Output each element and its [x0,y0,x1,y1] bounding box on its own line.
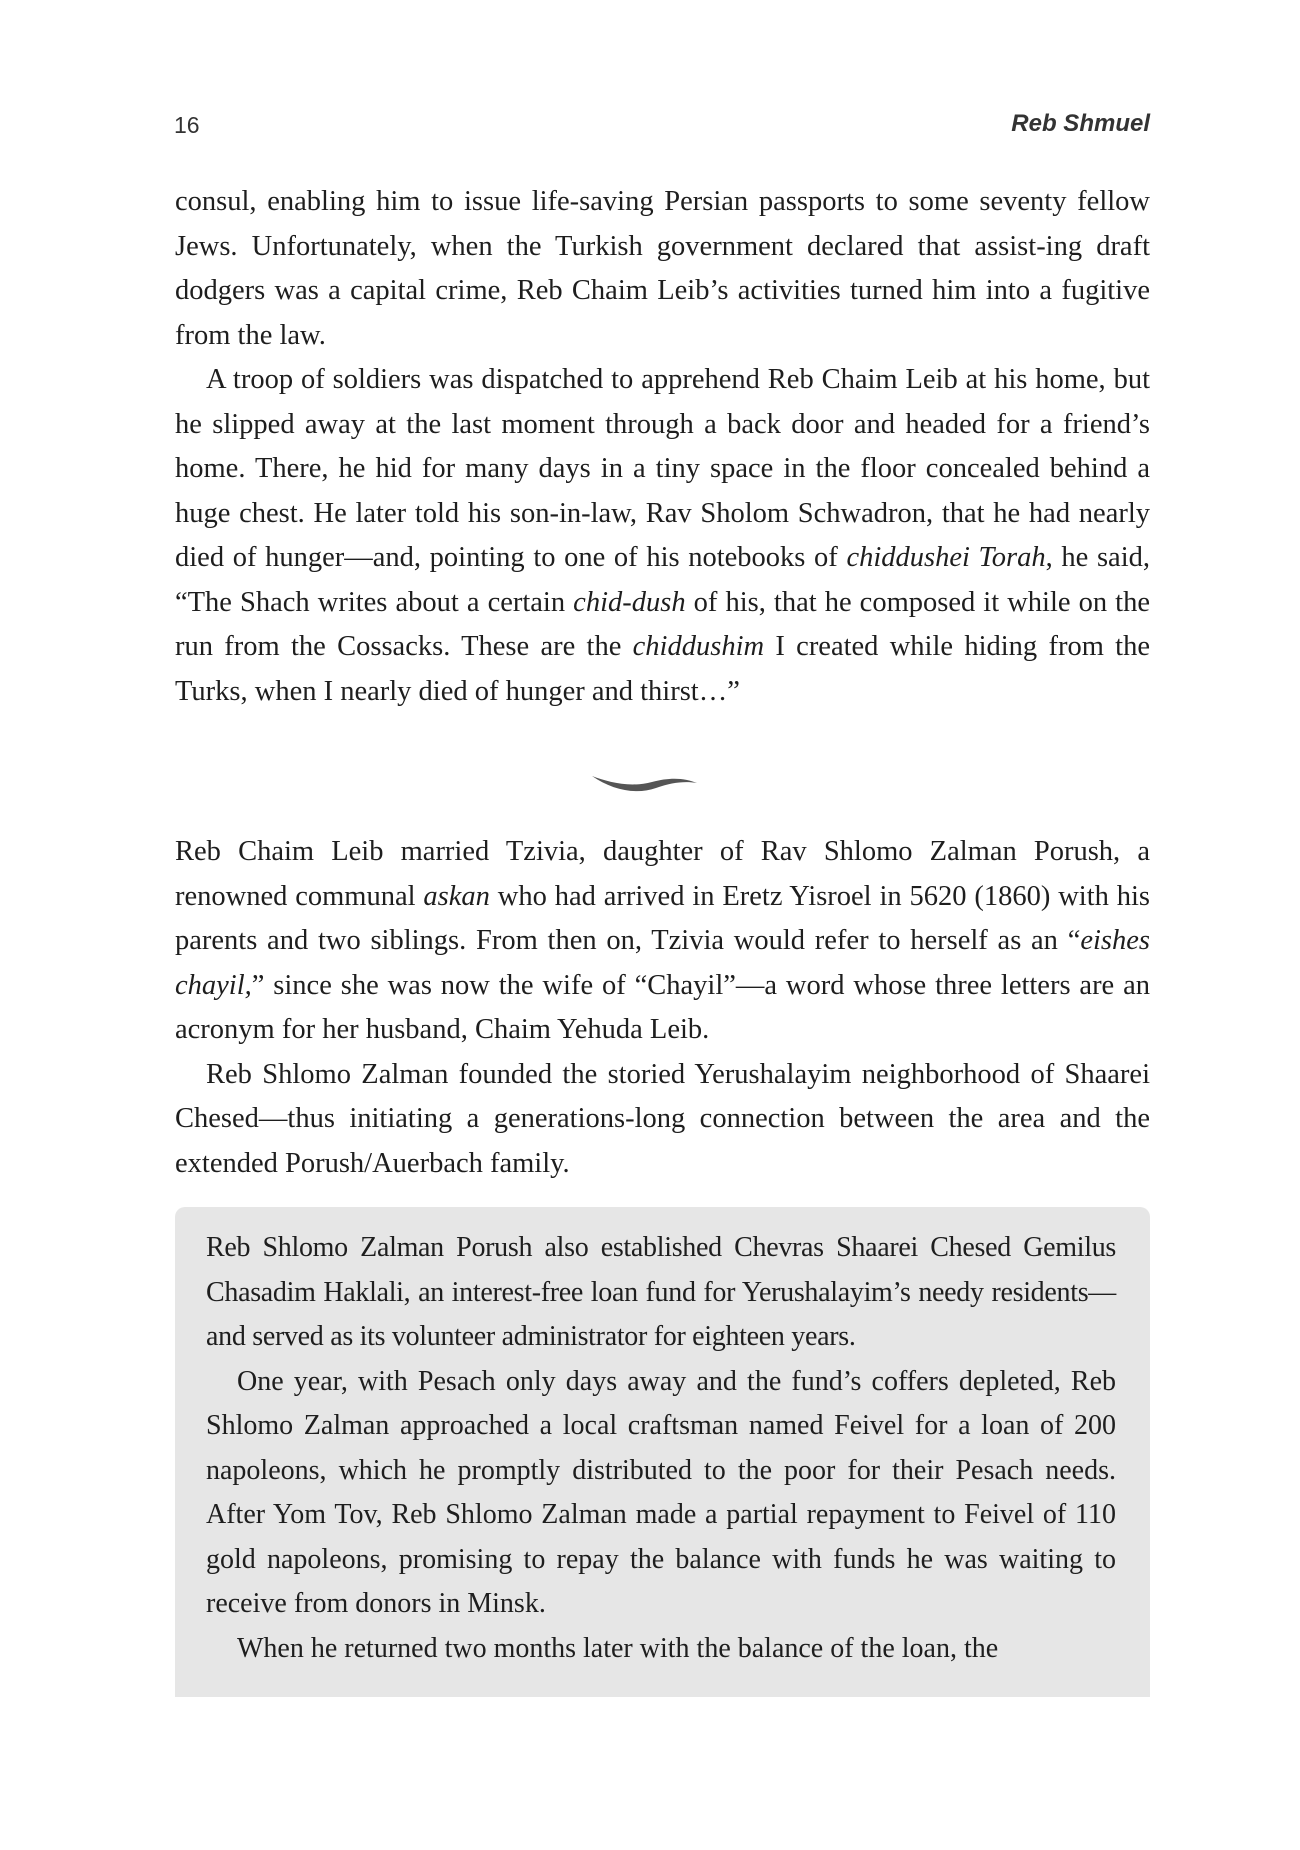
paragraph: consul, enabling him to issue life-saving Persian passports to some seventy fellow Jews. Unfortunately, when the Turkish government declared that assist-ing draft dodgers was a capital crime, Reb Chaim Leib’s activities turned him into a fugitive from the law. [175,186,1150,351]
sidebar-paragraph: One year, with Pesach only days away and the fund’s coffers depleted, Reb Shlomo Zalman approached a local craftsman named Feivel for a loan of 200 napoleons, which he promptly distributed to the poor for their Pesach needs. After Yom Tov, Reb Shlomo Zalman made a partial repayment to Feivel of 110 gold napoleons, promising to repay the balance with funds he was waiting to receive from donors in Minsk. [206,1365,1116,1619]
paragraph: Reb Chaim Leib married Tzivia, daughter of Rav Shlomo Zalman Porush, a renowned communal askan who had arrived in Eretz Yisroel in 5620 (1860) with his parents and two siblings. From then on, Tzivia would refer to herself as an “eishes chayil,” since she was now the wife of “Chayil”—a word whose three letters are an acronym for her husband, Chaim Yehuda Leib. [175,836,1151,1045]
hebrew-term: chiddushim [632,631,765,662]
body-section-1 [175,180,1150,714]
paragraph: Reb Shlomo Zalman founded the storied Yerushalayim neighborhood of Shaarei Chesed—thus initiating a generations-long connection between the area and the extended Porush/Auerbach family. [175,1058,1150,1179]
paragraph: A troop of soldiers was dispatched to apprehend Reb Chaim Leib at his home, but he slipped away at the last moment through a back door and headed for a friend’s home. There, he hid for many days in a tiny space in the floor concealed behind a huge chest. He later told his son-in-law, Rav Sholom Schwadron, that he had nearly died of hunger—and, pointing to one of his notebooks of chiddushei Torah, he said, “The Shach writes about a certain chid-dush of his, that he composed it while on the run from the Cossacks. These are the chiddushim I created while hiding from the Turks, when I nearly died of hunger and thirst…” [175,364,1150,707]
hebrew-term: chiddushei Torah [846,542,1046,573]
sidebar-paragraph: When he returned two months later with the balance of the loan, the [237,1632,999,1664]
page-number: 16 [174,112,200,138]
hebrew-term: chid-dush [573,586,686,618]
running-head: Reb Shmuel [1011,110,1150,137]
hebrew-term: askan [423,880,490,912]
sidebar-box [175,1207,1150,1697]
swash-ornament-icon [590,770,700,796]
sidebar-paragraph: Reb Shlomo Zalman Porush also established Chevras Shaarei Chesed Gemilus Chasadim Haklali, an interest-free loan fund for Yerushalayim’s needy residents—and served as its volunteer administrator for eighteen years. [206,1232,1116,1352]
sidebar-text [206,1226,1116,1671]
hebrew-term: eishes chayil, [175,925,1150,1001]
body-section-2 [175,830,1150,1186]
